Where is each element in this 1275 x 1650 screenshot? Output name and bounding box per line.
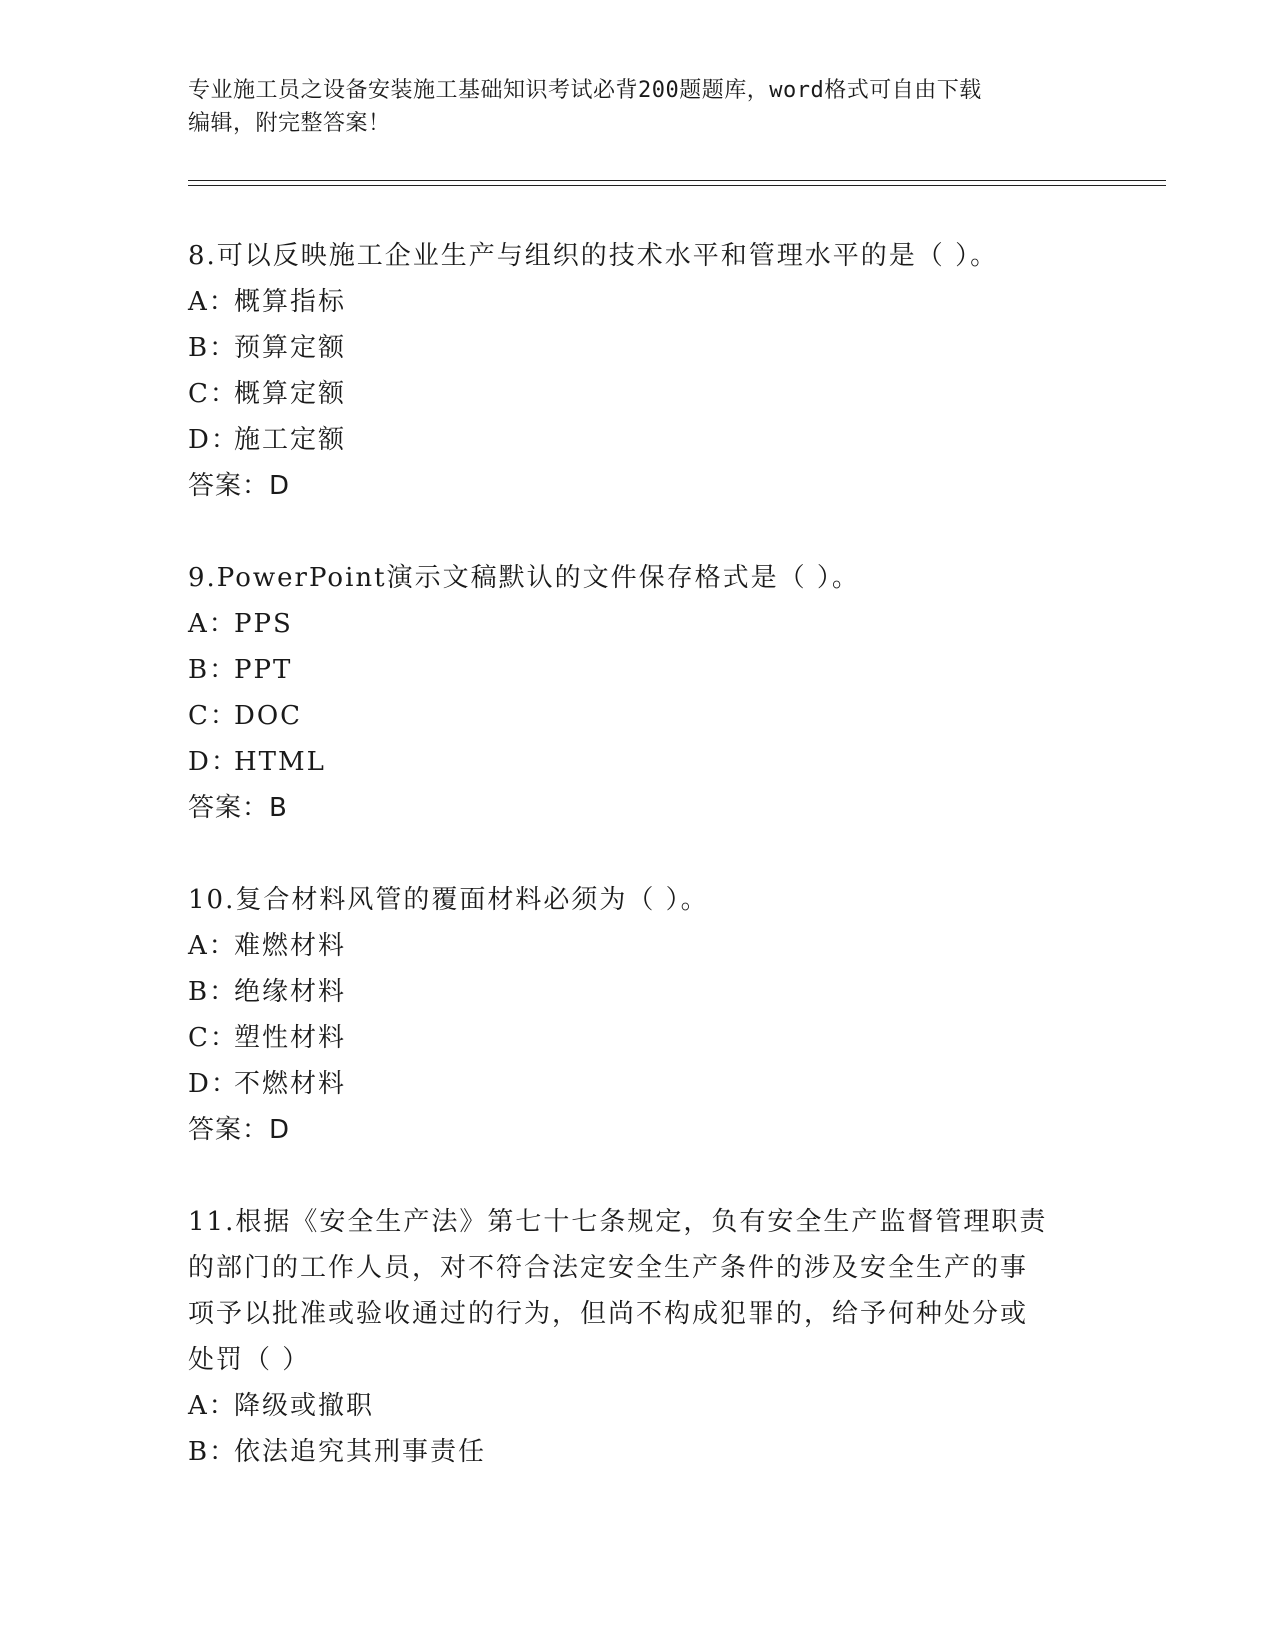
option-b (188, 647, 1088, 693)
option-c (188, 693, 1088, 739)
question-stem: 9.PowerPoint演示文稿默认的文件保存格式是（ ）。 (188, 563, 860, 593)
option-d (188, 739, 1088, 785)
option-text: 不燃材料 (234, 1069, 347, 1099)
option-letter: D： (188, 425, 239, 455)
option-letter: A： (188, 287, 237, 317)
option-b (188, 969, 1088, 1015)
option-letter: A： (188, 609, 237, 639)
answer-line: 答案：B (188, 793, 288, 823)
question-8 (188, 233, 1088, 509)
header-line-1: 专业施工员之设备安装施工基础知识考试必背200题题库，word格式可自由下载 (188, 78, 982, 103)
option-text: 施工定额 (234, 425, 347, 455)
header-divider-bottom (188, 185, 1166, 186)
document-header (188, 74, 1068, 140)
answer-line: 答案：D (188, 1115, 291, 1145)
question-11 (188, 1199, 1088, 1475)
option-letter: D： (188, 747, 239, 777)
question-stem-line-4: 处罚（ ） (188, 1345, 311, 1375)
option-text: 难燃材料 (234, 931, 347, 961)
option-a (188, 279, 1088, 325)
option-b (188, 325, 1088, 371)
option-text: 依法追究其刑事责任 (234, 1437, 487, 1467)
option-text: PPS (234, 609, 293, 639)
answer-line: 答案：D (188, 471, 291, 501)
option-letter: C： (188, 1023, 238, 1053)
header-line-2: 编辑，附完整答案！ (188, 111, 391, 136)
option-c (188, 1015, 1088, 1061)
option-a (188, 601, 1088, 647)
option-letter: B： (188, 1437, 238, 1467)
question-9 (188, 555, 1088, 831)
option-letter: C： (188, 379, 238, 409)
option-letter: D： (188, 1069, 239, 1099)
option-a (188, 1383, 1088, 1429)
option-text: HTML (234, 747, 326, 777)
option-letter: B： (188, 333, 238, 363)
option-text: 塑性材料 (234, 1023, 347, 1053)
option-text: 概算定额 (234, 379, 347, 409)
question-list (188, 233, 1088, 1521)
option-text: 绝缘材料 (234, 977, 347, 1007)
option-letter: B： (188, 977, 238, 1007)
question-stem-line-2: 的部门的工作人员，对不符合法定安全生产条件的涉及安全生产的事 (188, 1253, 1029, 1283)
option-letter: C： (188, 701, 238, 731)
option-letter: B： (188, 655, 238, 685)
option-text: 预算定额 (234, 333, 347, 363)
option-text: DOC (234, 701, 303, 731)
question-stem-line-1: 11.根据《安全生产法》第七十七条规定，负有安全生产监督管理职责 (188, 1207, 1048, 1237)
question-stem: 10.复合材料风管的覆面材料必须为（ ）。 (188, 885, 709, 915)
option-c (188, 371, 1088, 417)
option-text: PPT (234, 655, 293, 685)
question-10 (188, 877, 1088, 1153)
option-d (188, 417, 1088, 463)
header-divider-top (188, 180, 1166, 181)
option-text: 概算指标 (234, 287, 347, 317)
option-letter: A： (188, 1391, 237, 1421)
question-stem: 8.可以反映施工企业生产与组织的技术水平和管理水平的是（ ）。 (188, 241, 999, 271)
option-text: 降级或撤职 (234, 1391, 375, 1421)
option-a (188, 923, 1088, 969)
option-letter: A： (188, 931, 237, 961)
question-stem-line-3: 项予以批准或验收通过的行为，但尚不构成犯罪的，给予何种处分或 (188, 1299, 1029, 1329)
option-d (188, 1061, 1088, 1107)
option-b (188, 1429, 1088, 1475)
